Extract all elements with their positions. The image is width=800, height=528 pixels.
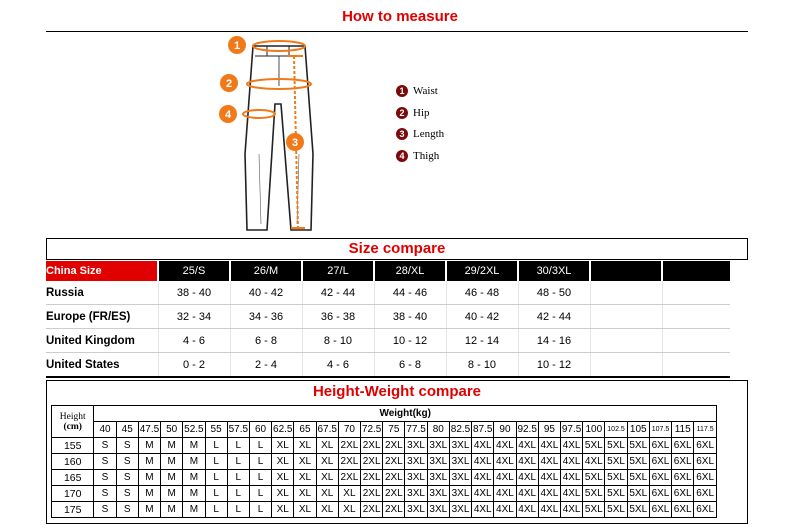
legend-hip <box>396 107 430 119</box>
size-cell: M <box>138 486 160 502</box>
weight-cell: 92.5 <box>516 422 538 438</box>
weight-cell: 47.5 <box>138 422 160 438</box>
size-cell: L <box>205 438 227 454</box>
size-cell: 6XL <box>649 486 671 502</box>
size-cell: XL <box>316 502 338 518</box>
marker-2 <box>220 74 238 92</box>
size-cell: 46 - 48 <box>446 281 518 305</box>
size-cell: XL <box>272 454 294 470</box>
size-cell: 6XL <box>672 470 694 486</box>
size-cell: 4XL <box>516 502 538 518</box>
size-cell: 2XL <box>361 502 383 518</box>
weight-header-cell: Weight(kg) <box>94 406 717 422</box>
size-cell: 6XL <box>694 454 717 470</box>
size-cell: 3XL <box>449 454 471 470</box>
size-cell: 6XL <box>672 502 694 518</box>
size-cell: 10 - 12 <box>518 353 590 378</box>
size-cell: M <box>183 454 205 470</box>
size-cell: 4XL <box>538 438 560 454</box>
size-cell: 5XL <box>627 454 649 470</box>
height-cell: 175 <box>52 502 94 518</box>
size-cell: 5XL <box>583 502 605 518</box>
size-cell: L <box>227 438 249 454</box>
title-divider <box>46 31 748 32</box>
size-cell: 12 - 14 <box>446 329 518 353</box>
legend-label: Hip <box>413 107 430 119</box>
legend-number-icon: 1 <box>396 85 408 97</box>
size-cell: M <box>183 486 205 502</box>
hw-row <box>52 486 717 502</box>
marker-1 <box>228 36 246 54</box>
size-cell: 4XL <box>494 438 516 454</box>
size-cell: M <box>161 470 183 486</box>
size-cell: 4XL <box>494 486 516 502</box>
size-cell: M <box>161 438 183 454</box>
size-cell: 6XL <box>694 486 717 502</box>
size-cell: 4XL <box>472 438 494 454</box>
size-compare-table <box>46 261 730 378</box>
weight-cell: 40 <box>94 422 116 438</box>
size-cell: 34 - 36 <box>230 305 302 329</box>
size-cell: S <box>94 502 116 518</box>
size-cell: M <box>138 470 160 486</box>
size-cell: 3XL <box>405 470 427 486</box>
size-cell: 4 - 6 <box>158 329 230 353</box>
size-cell: 4XL <box>538 470 560 486</box>
size-row-label: United States <box>46 353 158 378</box>
size-cell: 5XL <box>605 454 627 470</box>
size-row <box>46 353 730 378</box>
weight-cell: 67.5 <box>316 422 338 438</box>
size-cell <box>662 281 730 305</box>
hw-row <box>52 438 717 454</box>
weight-cell: 60 <box>249 422 271 438</box>
size-cell: XL <box>316 470 338 486</box>
size-cell: L <box>205 502 227 518</box>
height-cell: 170 <box>52 486 94 502</box>
size-cell: 6 - 8 <box>230 329 302 353</box>
size-cell: 4 - 6 <box>302 353 374 378</box>
hw-row <box>52 454 717 470</box>
size-cell: 6XL <box>672 486 694 502</box>
size-cell <box>662 353 730 378</box>
weight-cell: 90 <box>494 422 516 438</box>
size-cell: 3XL <box>405 438 427 454</box>
weight-cell: 95 <box>538 422 560 438</box>
size-cell: 6XL <box>649 438 671 454</box>
size-cell: 6XL <box>694 438 717 454</box>
weight-cell: 105 <box>627 422 649 438</box>
size-cell: 44 - 46 <box>374 281 446 305</box>
size-cell: XL <box>316 486 338 502</box>
size-compare-title: Size compare <box>348 240 446 257</box>
weight-cell: 107.5 <box>649 422 671 438</box>
size-cell: 6XL <box>694 502 717 518</box>
size-cell: 8 - 10 <box>302 329 374 353</box>
size-cell: XL <box>294 502 316 518</box>
weight-cell: 97.5 <box>561 422 583 438</box>
size-cell: 5XL <box>583 486 605 502</box>
height-cell: 165 <box>52 470 94 486</box>
size-cell: 5XL <box>627 438 649 454</box>
size-cell: L <box>205 470 227 486</box>
height-header-label: Height <box>59 411 86 422</box>
size-cell: XL <box>316 454 338 470</box>
size-cell <box>590 281 662 305</box>
size-cell: 40 - 42 <box>446 305 518 329</box>
size-cell: S <box>116 470 138 486</box>
weight-cell: 87.5 <box>472 422 494 438</box>
size-cell: 3XL <box>449 486 471 502</box>
size-cell: M <box>138 502 160 518</box>
size-cell: 32 - 34 <box>158 305 230 329</box>
legend-label: Waist <box>413 85 438 97</box>
size-cell: M <box>161 486 183 502</box>
legend-length <box>396 128 444 140</box>
size-cell: S <box>116 438 138 454</box>
size-cell: 6XL <box>672 438 694 454</box>
size-cell: 5XL <box>605 470 627 486</box>
height-cell: 155 <box>52 438 94 454</box>
size-cell: S <box>116 502 138 518</box>
size-cell: 4XL <box>472 470 494 486</box>
size-cell: 0 - 2 <box>158 353 230 378</box>
size-cell: 6 - 8 <box>374 353 446 378</box>
size-cell: 10 - 12 <box>374 329 446 353</box>
size-cell: XL <box>272 438 294 454</box>
size-cell: 8 - 10 <box>446 353 518 378</box>
size-cell: XL <box>294 438 316 454</box>
size-cell: 3XL <box>427 438 449 454</box>
size-cell: 4XL <box>472 486 494 502</box>
size-row-label: Russia <box>46 281 158 305</box>
size-cell: 2 - 4 <box>230 353 302 378</box>
hw-row <box>52 470 717 486</box>
legend-number-icon: 3 <box>396 128 408 140</box>
header-cell: 26/M <box>230 261 302 281</box>
size-cell: 2XL <box>361 470 383 486</box>
header-cell: 27/L <box>302 261 374 281</box>
size-cell: XL <box>338 486 360 502</box>
size-cell: 4XL <box>516 486 538 502</box>
size-row-label: United Kingdom <box>46 329 158 353</box>
size-cell: 4XL <box>561 486 583 502</box>
size-cell: XL <box>294 454 316 470</box>
size-cell: 4XL <box>516 454 538 470</box>
size-cell: 4XL <box>561 438 583 454</box>
weights-row <box>52 422 717 438</box>
size-cell: 3XL <box>449 470 471 486</box>
size-cell: 4XL <box>538 454 560 470</box>
size-cell: L <box>249 438 271 454</box>
header-cell <box>662 261 730 281</box>
marker-4-label: 4 <box>224 109 232 121</box>
size-cell: 6XL <box>694 470 717 486</box>
size-cell: 4XL <box>538 502 560 518</box>
size-cell: 4XL <box>516 470 538 486</box>
size-cell: 2XL <box>338 454 360 470</box>
size-cell: 6XL <box>649 502 671 518</box>
size-cell: 2XL <box>383 486 405 502</box>
size-cell: 4XL <box>538 486 560 502</box>
legend-number-icon: 4 <box>396 150 408 162</box>
size-cell: 3XL <box>427 486 449 502</box>
size-cell: 6XL <box>649 454 671 470</box>
size-cell: 2XL <box>383 502 405 518</box>
weight-cell: 115 <box>672 422 694 438</box>
size-header-row <box>46 261 730 281</box>
size-cell: M <box>183 470 205 486</box>
size-cell: 3XL <box>405 502 427 518</box>
size-cell: XL <box>272 470 294 486</box>
size-cell: 3XL <box>449 438 471 454</box>
size-row-label: Europe (FR/ES) <box>46 305 158 329</box>
size-cell: 5XL <box>627 470 649 486</box>
size-cell: L <box>205 486 227 502</box>
size-cell <box>662 305 730 329</box>
marker-1-label: 1 <box>233 40 241 52</box>
size-cell: S <box>94 486 116 502</box>
size-cell: 14 - 16 <box>518 329 590 353</box>
marker-3-label: 3 <box>291 137 299 149</box>
weight-cell: 57.5 <box>227 422 249 438</box>
size-cell: S <box>94 438 116 454</box>
legend-waist <box>396 85 438 97</box>
size-cell: 4XL <box>561 454 583 470</box>
height-weight-table <box>51 405 717 518</box>
size-cell: L <box>227 502 249 518</box>
size-cell: L <box>227 486 249 502</box>
size-cell: 4XL <box>583 454 605 470</box>
weight-cell: 117.5 <box>694 422 717 438</box>
size-row <box>46 281 730 305</box>
marker-4 <box>219 105 237 123</box>
size-cell: 3XL <box>427 470 449 486</box>
size-cell: 42 - 44 <box>302 281 374 305</box>
size-cell: 4XL <box>561 470 583 486</box>
size-cell: 4XL <box>472 502 494 518</box>
size-cell <box>662 329 730 353</box>
size-row <box>46 305 730 329</box>
size-cell: 2XL <box>383 470 405 486</box>
size-cell: XL <box>338 502 360 518</box>
height-cell: 160 <box>52 454 94 470</box>
size-cell: XL <box>272 502 294 518</box>
size-cell: XL <box>294 486 316 502</box>
size-cell: 3XL <box>405 454 427 470</box>
weight-cell: 45 <box>116 422 138 438</box>
size-cell: 4XL <box>561 502 583 518</box>
size-cell: 36 - 38 <box>302 305 374 329</box>
legend-number-icon: 2 <box>396 107 408 119</box>
size-cell: 6XL <box>672 454 694 470</box>
size-cell: 5XL <box>583 438 605 454</box>
weight-cell: 72.5 <box>361 422 383 438</box>
size-cell: M <box>161 454 183 470</box>
size-cell: 48 - 50 <box>518 281 590 305</box>
size-cell: 4XL <box>472 454 494 470</box>
size-cell: XL <box>272 486 294 502</box>
size-cell: 2XL <box>361 438 383 454</box>
header-cell: 28/XL <box>374 261 446 281</box>
size-cell: M <box>161 502 183 518</box>
size-cell: L <box>249 454 271 470</box>
weight-cell: 70 <box>338 422 360 438</box>
how-to-measure-title: How to measure <box>342 8 458 25</box>
size-cell: L <box>227 470 249 486</box>
size-cell: XL <box>294 470 316 486</box>
size-cell: 4XL <box>494 454 516 470</box>
legend-label: Length <box>413 128 445 140</box>
size-cell: 4XL <box>494 502 516 518</box>
weight-cell: 52.5 <box>183 422 205 438</box>
size-cell <box>590 353 662 378</box>
size-cell: 6XL <box>649 470 671 486</box>
size-cell: M <box>183 438 205 454</box>
size-cell: M <box>183 502 205 518</box>
size-cell: 4XL <box>494 470 516 486</box>
header-cell <box>590 261 662 281</box>
height-header-cell <box>52 406 94 438</box>
size-cell: S <box>94 454 116 470</box>
size-cell: 38 - 40 <box>158 281 230 305</box>
size-cell: XL <box>316 438 338 454</box>
size-cell: 2XL <box>338 438 360 454</box>
pants-diagram <box>215 34 335 234</box>
weight-cell: 62.5 <box>272 422 294 438</box>
size-cell: S <box>116 454 138 470</box>
size-row <box>46 329 730 353</box>
size-cell: L <box>205 454 227 470</box>
size-cell: M <box>138 454 160 470</box>
weight-cell: 55 <box>205 422 227 438</box>
size-cell: 5XL <box>605 438 627 454</box>
header-cell: 29/2XL <box>446 261 518 281</box>
height-weight-title: Height-Weight compare <box>312 383 482 400</box>
size-cell: 3XL <box>427 454 449 470</box>
legend-thigh <box>396 150 439 162</box>
size-cell: 3XL <box>427 502 449 518</box>
marker-3 <box>286 133 304 151</box>
size-cell: 2XL <box>361 454 383 470</box>
size-cell <box>590 329 662 353</box>
height-header-unit: (cm) <box>63 421 82 432</box>
size-cell: L <box>249 502 271 518</box>
size-cell: 2XL <box>361 486 383 502</box>
size-cell: 3XL <box>405 486 427 502</box>
weight-cell: 65 <box>294 422 316 438</box>
weight-cell: 82.5 <box>449 422 471 438</box>
size-cell: 5XL <box>627 486 649 502</box>
header-cell: 30/3XL <box>518 261 590 281</box>
weight-cell: 100 <box>583 422 605 438</box>
marker-2-label: 2 <box>225 78 233 90</box>
size-cell: S <box>116 486 138 502</box>
legend-label: Thigh <box>413 150 440 162</box>
hw-header-row <box>52 406 717 422</box>
size-cell: L <box>227 454 249 470</box>
weight-cell: 80 <box>427 422 449 438</box>
size-cell: 38 - 40 <box>374 305 446 329</box>
size-cell: 40 - 42 <box>230 281 302 305</box>
size-cell: 5XL <box>627 502 649 518</box>
size-cell: 5XL <box>605 486 627 502</box>
size-cell: 4XL <box>516 438 538 454</box>
weight-cell: 75 <box>383 422 405 438</box>
hw-row <box>52 502 717 518</box>
size-cell: S <box>94 470 116 486</box>
header-cell: China Size <box>46 261 158 281</box>
size-cell <box>590 305 662 329</box>
size-cell: 5XL <box>583 470 605 486</box>
weight-cell: 50 <box>161 422 183 438</box>
size-cell: M <box>138 438 160 454</box>
size-cell: 5XL <box>605 502 627 518</box>
size-cell: 3XL <box>449 502 471 518</box>
size-cell: L <box>249 470 271 486</box>
size-cell: 2XL <box>383 454 405 470</box>
header-cell: 25/S <box>158 261 230 281</box>
size-cell: 42 - 44 <box>518 305 590 329</box>
weight-cell: 102.5 <box>605 422 627 438</box>
weight-cell: 77.5 <box>405 422 427 438</box>
size-cell: L <box>249 486 271 502</box>
size-cell: 2XL <box>383 438 405 454</box>
size-cell: 2XL <box>338 470 360 486</box>
